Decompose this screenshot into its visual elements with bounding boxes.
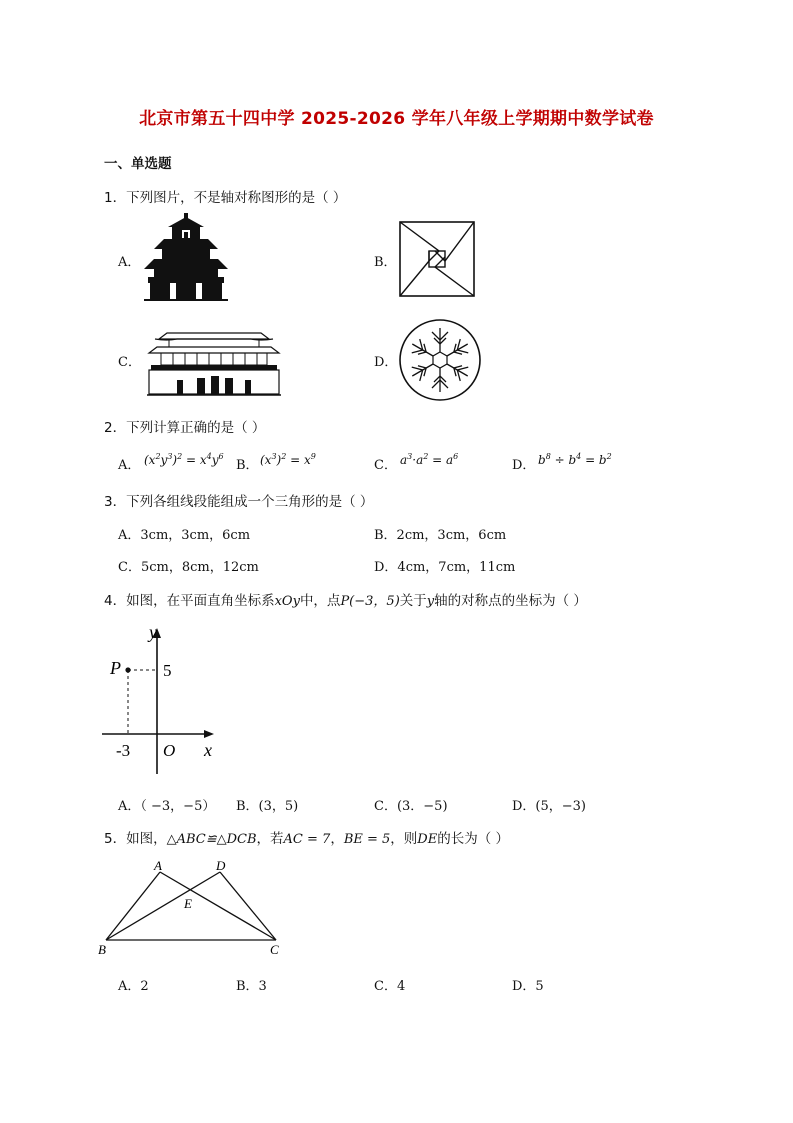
pinwheel-square-icon (399, 221, 475, 297)
q3-option-d: D．4cm，7cm，11cm (374, 560, 516, 575)
vertex-a-label: A (154, 858, 162, 873)
q1-stem: 1．下列图片，不是轴对称图形的是（ ） (104, 190, 347, 206)
q2-label-d: D． (512, 458, 536, 473)
page-title: 北京市第五十四中学 2025-2026 学年八年级上学期期中数学试卷 (139, 109, 654, 129)
q5-option-a: A．2 (118, 979, 149, 994)
q2-stem: 2．下列计算正确的是（ ） (104, 420, 266, 436)
q1-label-c: C． (118, 355, 141, 370)
q3-option-a: A．3cm，3cm，6cm (118, 528, 251, 543)
q1-label-b: B． (374, 255, 397, 270)
q2-label-a: A． (118, 458, 141, 473)
q2-option-a-formula: $(x^2y^3)^2 = x^4y^6$ (144, 452, 224, 467)
q4-option-a: A．（ −3，−5） (118, 799, 216, 814)
q2-option-c-formula: $a^3\cdot a^2 = a^6$ (400, 452, 459, 467)
tick-5-label: 5 (163, 661, 172, 680)
point-e-label: E (184, 896, 192, 911)
point-p-label: P (110, 658, 121, 678)
coordinate-plane-figure (100, 622, 220, 778)
axis-x-label: x (204, 740, 212, 760)
axis-y-label: y (149, 622, 157, 642)
q5-option-b: B．3 (236, 979, 267, 994)
q1-label-d: D． (374, 355, 398, 370)
q2-label-b: B． (236, 458, 259, 473)
q2-option-d-formula: $b^8 \div b^4 = b^2$ (538, 452, 612, 467)
vertex-b-label: B (98, 942, 106, 957)
q2-label-c: C． (374, 458, 397, 473)
q4-option-b: B．(3，5) (236, 799, 299, 814)
q3-stem: 3．下列各组线段能组成一个三角形的是（ ） (104, 494, 374, 510)
tick-neg3-label: -3 (116, 741, 131, 760)
q5-option-d: D．5 (512, 979, 544, 994)
q2-option-b-formula: $(x^3)^2 = x^9$ (260, 452, 316, 467)
vertex-c-label: C (270, 942, 279, 957)
section-heading: 一、单选题 (104, 156, 172, 172)
q3-option-b: B．2cm，3cm，6cm (374, 528, 507, 543)
vertex-d-label: D (216, 858, 226, 873)
q4-stem: 4．如图，在平面直角坐标系xOy中，点P(−3，5)关于y轴的对称点的坐标为（ ） (104, 593, 587, 609)
snowflake-circle-icon (398, 318, 482, 402)
q5-option-c: C．4 (374, 979, 406, 994)
temple-of-heaven-icon (140, 213, 232, 301)
congruent-triangles-figure (96, 856, 290, 960)
tiananmen-gate-icon (147, 325, 281, 397)
q1-label-a: A． (118, 255, 141, 270)
q5-stem: 5．如图，△ABC≌△DCB，若AC = 7，BE = 5，则DE的长为（ ） (104, 831, 510, 847)
q4-option-d: D．(5，−3) (512, 799, 587, 814)
q3-option-c: C．5cm，8cm，12cm (118, 560, 259, 575)
q4-option-c: C．(3．−5) (374, 799, 448, 814)
origin-label: O (163, 741, 176, 760)
